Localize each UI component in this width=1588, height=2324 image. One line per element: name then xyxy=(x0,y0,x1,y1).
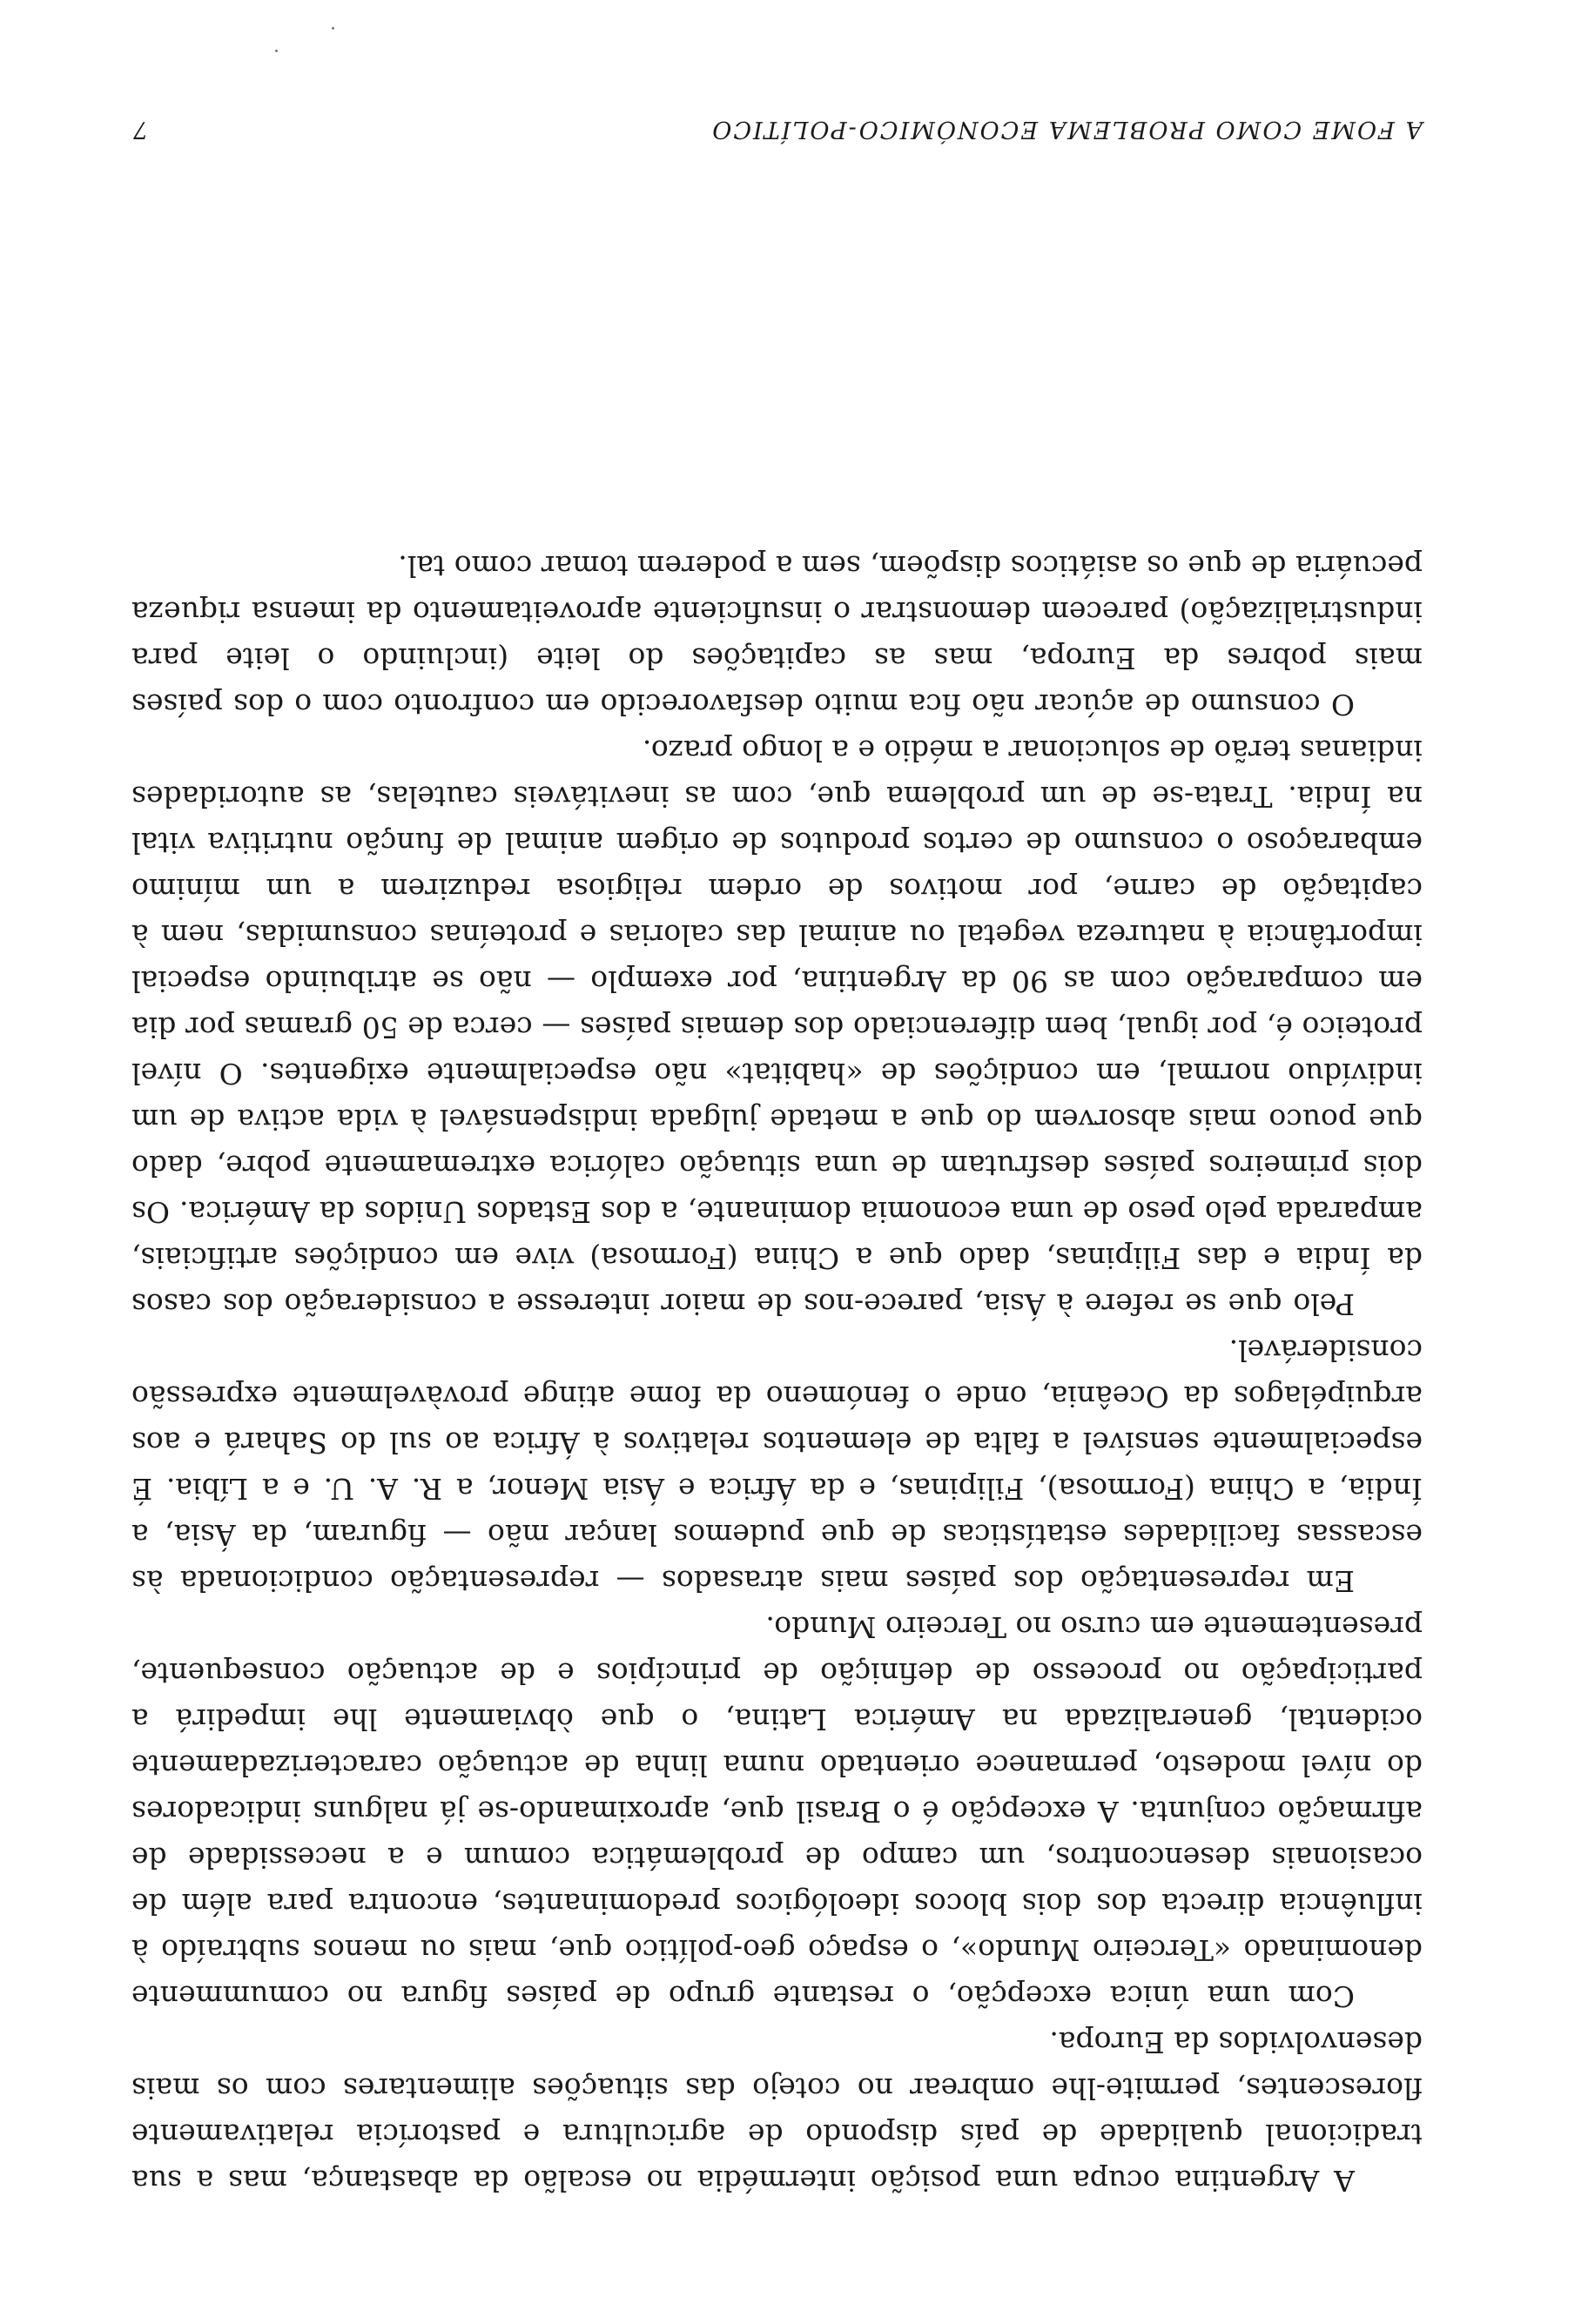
page-number: 7 xyxy=(131,116,149,143)
body-text xyxy=(131,543,1423,2204)
paragraph-argentina: A Argentina ocupa uma posição intermédia no escalão da abastança, mas a sua tradicional qualidade de país dispondo de agricultura e pastorícia relativamente florescentes, permite-lhe ombrear no cotejo das situações alimentares com os mais desenvolvidos da Europa. xyxy=(131,2025,1423,2198)
paragraph-acucar-leite: O consumo de açúcar não fica muito desfavorecido em confronto com o dos países mais pobres da Europa, mas as capitações do leite (incluindo o leite para industrialização) parecem demonstrar o insuficiente aproveitamento da imensa riqueza pecuária de que os asiáticos dispõem, sem a poderem tomar como tal. xyxy=(131,549,1423,722)
page-header xyxy=(131,108,1423,143)
paragraph-terceiro-mundo: Com uma única excepção, o restante grupo de países figura no comummente denominado «Terceiro Mundo», o espaço geo-político que, mais ou menos subtraído à influência directa dos dois blocos ideológicos predominantes, encontra para além de ocasionais desencontros, um campo de problemática comum e a necessidade de afirmação conjunta. A excepção é o Brasil que, aproximando-se já nalguns indicadores do nível modesto, permanece orientado numa linha de actuação caracterizadamente ocidental, generalizada na América Latina, o que òbviamente lhe impedirá a participação no processo de definição de princípios e de actuação consequente, presentemente em curso no Terceiro Mundo. xyxy=(131,1610,1423,2013)
scan-speck xyxy=(332,27,334,30)
paragraph-paises-atrasados: Em representação dos países mais atrasados — representação condicionada às escassas facilidades estatísticas de que pudemos lançar mão — figuram, da Ásia, a Índia, a China (Formosa), Filipinas, e da África e Ásia Menor, a R. A. U. e a Líbia. É especialmente sensível a falta de elementos relativos à África ao sul do Sahará e aos arquipélagos da Oceânia, onde o fenómeno da fome atinge provàvelmente expressão considerável. xyxy=(131,1333,1423,1598)
running-title: A FOME COMO PROBLEMA ECONÓMICO-POLÍTICO xyxy=(710,116,1423,143)
scan-speck xyxy=(275,50,278,52)
paragraph-asia: Pelo que se refere à Ásia, parece-nos de maior interesse a consideração dos casos da Índia e das Filipinas, dado que a China (Formosa) vive em condições artificiais, amparada pelo peso de uma economia dominante, a dos Estados Unidos da América. Os dois primeiros países desfrutam de uma situação calórica extremamente pobre, dado que pouco mais absorvem do que a metade julgada indispensável à vida activa de um indivíduo normal, em condições de «habitat» não especialmente exigentes. O nível proteico é, por igual, bem diferenciado dos demais países — cerca de 50 gramas por dia em comparação com as 90 da Argentina, por exemplo — não se atribuindo especial importância à natureza vegetal ou animal das calorias e proteínas consumidas, nem à capitação de carne, por motivos de ordem religiosa reduzirem a um mínimo embaraçoso o consumo de certos produtos de origem animal de função nutritiva vital na Índia. Trata-se de um problema que, com as inevitáveis cautelas, as autoridades indianas terão de solucionar a médio e a longo prazo. xyxy=(131,734,1423,1321)
